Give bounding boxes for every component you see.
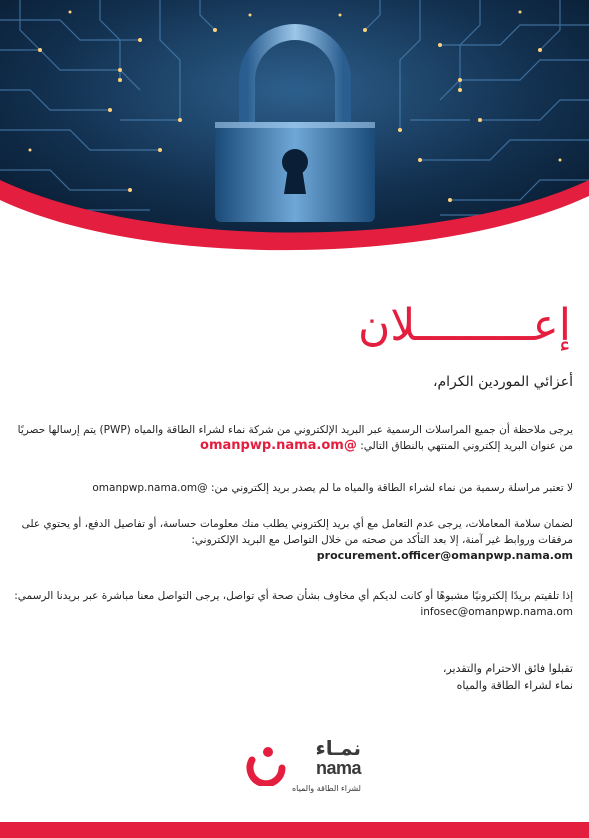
official-source-domain: @omanpwp.nama.om [92, 482, 208, 494]
logo-arabic: نمـاء [315, 736, 361, 760]
closing-line: تقبلوا فائق الاحترام والتقدير، [442, 662, 573, 675]
paragraph-official-text: لا تعتبر مراسلة رسمية من نماء لشراء الطاقة والمياه ما لم يصدر بريد إلكتروني من: [210, 482, 573, 494]
paragraph-safety [13, 516, 573, 564]
paragraph-domain-notice [13, 422, 573, 454]
signature-block [443, 660, 573, 694]
paragraph-safety-text: لضمان سلامة المعاملات، يرجى عدم التعامل مع أي بريد إلكتروني يطلب منك معلومات حساسة، أو تفاصيل الدفع، أو يحتوي على مرفقات وروابط غير آمنة، إلا بعد التأكد من صحته من خلال التواصل مع البريد الإلكتروني: [21, 518, 573, 546]
paragraph-suspicious-text: إذا تلقيتم بريدًا إلكترونيًا مشبوهًا أو كانت لديكم أي مخاوف بشأن صحة أي تواصل، يرجى التواصل معنا مباشرة عبر بريدنا الرسمي: [14, 590, 573, 602]
footer-bar [0, 822, 589, 838]
paragraph-suspicious [13, 588, 573, 620]
paragraph-official-source [13, 480, 573, 496]
official-domain: @omanpwp.nama.om [200, 438, 357, 453]
greeting: أعزائي الموردين الكرام، [432, 374, 573, 390]
announcement-title: إعـــــــــلان [357, 300, 571, 351]
hero-image [0, 0, 589, 258]
paragraph-domain-text: يرجى ملاحظة أن جميع المراسلات الرسمية عبر البريد الإلكتروني من شركة نماء لشراء الطاقة والمياه (PWP) يتم إرسالها حصريًا من عنوان البريد إلكتروني المنتهي بالنطاق التالي: [17, 424, 573, 452]
nama-logo-icon [246, 746, 286, 786]
nama-logo [246, 736, 361, 800]
signature-line: نماء لشراء الطاقة والمياه [456, 679, 573, 692]
procurement-email: procurement.officer@omanpwp.nama.om [316, 549, 573, 562]
logo-subtitle: لشراء الطاقة والمياه [291, 784, 361, 793]
infosec-email: infosec@omanpwp.nama.om [420, 606, 573, 618]
circuit-padlock-illustration [0, 0, 589, 258]
logo-english: nama [315, 758, 361, 778]
